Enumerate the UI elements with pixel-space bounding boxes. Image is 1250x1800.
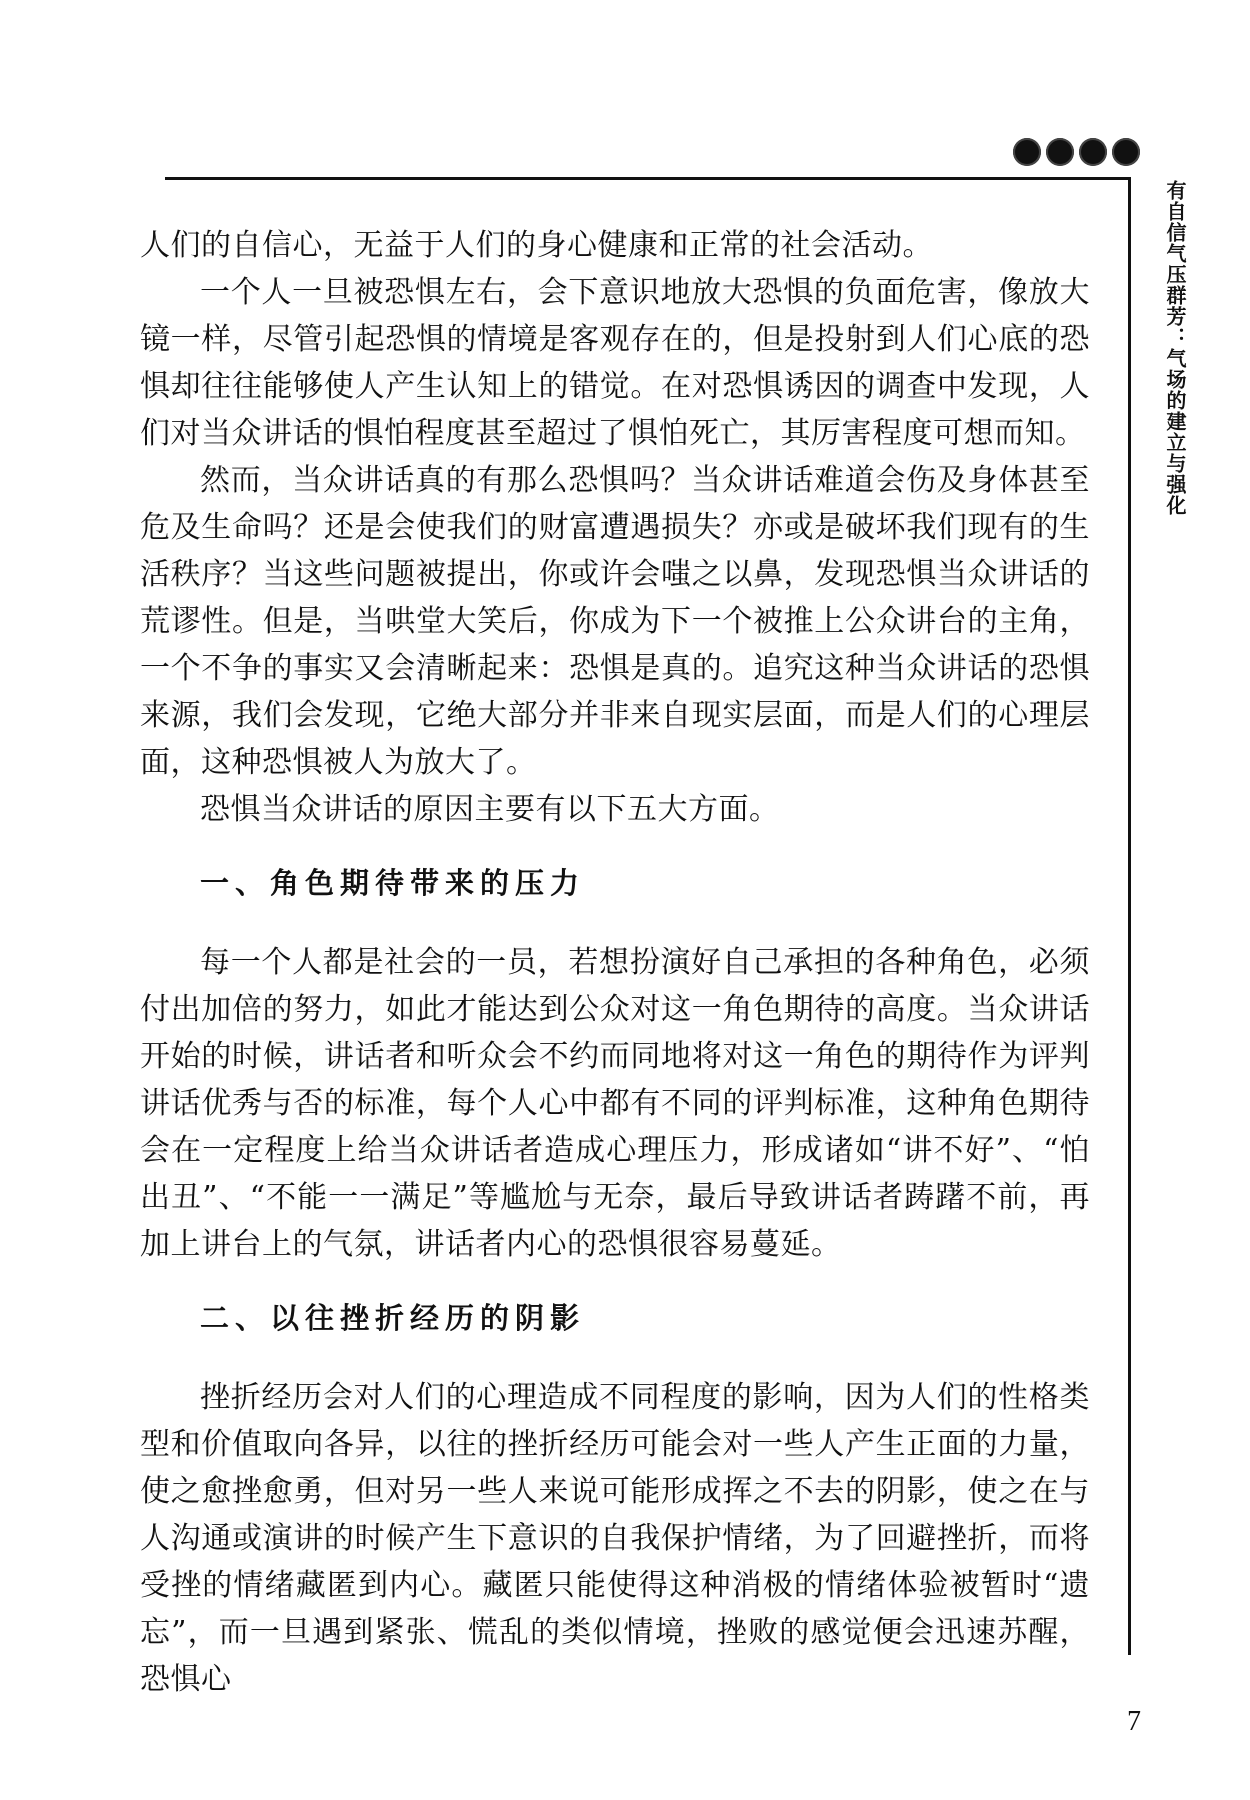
header-dot-icon <box>1112 138 1140 166</box>
page-number: 7 <box>1127 1706 1141 1737</box>
paragraph: 一个人一旦被恐惧左右，会下意识地放大恐惧的负面危害，像放大镜一样，尽管引起恐惧的情境是客观存在的，但是投射到人们心底的恐惧却往往能够使人产生认知上的错觉。在对恐惧诱因的调查中发现，人们对当众讲话的惧怕程度甚至超过了惧怕死亡，其厉害程度可想而知。 <box>140 275 1090 451</box>
paragraph: 每一个人都是社会的一员，若想扮演好自己承担的各种角色，必须付出加倍的努力，如此才能达到公众对这一角色期待的高度。当众讲话开始的时候，讲话者和听众会不约而同地将对这一角色的期待作为评判讲话优秀与否的标准，每个人心中都有不同的评判标准，这种角色期待会在一定程度上给当众讲话者造成心理压力，形成诸如“讲不好”、“怕出丑”、“不能一一满足”等尴尬与无奈，最后导致讲话者踌躇不前，再加上讲台上的气氛，讲话者内心的恐惧很容易蔓延。 <box>140 945 1090 1262</box>
running-head: 有自信气压群芳：气场的建立与强化 <box>1163 180 1187 516</box>
section-heading: 二、以往挫折经历的阴影 <box>200 1301 586 1335</box>
paragraph: 然而，当众讲话真的有那么恐惧吗？当众讲话难道会伤及身体甚至危及生命吗？还是会使我们的财富遭遇损失？亦或是破坏我们现有的生活秩序？当这些问题被提出，你或许会嗤之以鼻，发现恐惧当众讲话的荒谬性。但是，当哄堂大笑后，你成为下一个被推上公众讲台的主角，一个不争的事实又会清晰起来：恐惧是真的。追究这种当众讲话的恐惧来源，我们会发现，它绝大部分并非来自现实层面，而是人们的心理层面，这种恐惧被人为放大了。 <box>140 463 1090 780</box>
paragraph: 恐惧当众讲话的原因主要有以下五大方面。 <box>200 792 780 827</box>
side-rule <box>1128 177 1131 1655</box>
header-dots <box>1013 138 1140 166</box>
paragraph: 人们的自信心，无益于人们的身心健康和正常的社会活动。 <box>140 228 933 263</box>
header-dot-icon <box>1013 138 1041 166</box>
paragraph: 挫折经历会对人们的心理造成不同程度的影响，因为人们的性格类型和价值取向各异，以往的挫折经历可能会对一些人产生正面的力量，使之愈挫愈勇，但对另一些人来说可能形成挥之不去的阴影，使之在与人沟通或演讲的时候产生下意识的自我保护情绪，为了回避挫折，而将受挫的情绪藏匿到内心。藏匿只能使得这种消极的情绪体验被暂时“遗忘”，而一旦遇到紧张、慌乱的类似情境，挫败的感觉便会迅速苏醒，恐惧心 <box>140 1380 1090 1697</box>
header-dot-icon <box>1046 138 1074 166</box>
header-rule <box>165 177 1128 180</box>
section-heading: 一、角色期待带来的压力 <box>200 866 586 900</box>
header-dot-icon <box>1079 138 1107 166</box>
page-body <box>140 222 1090 1703</box>
